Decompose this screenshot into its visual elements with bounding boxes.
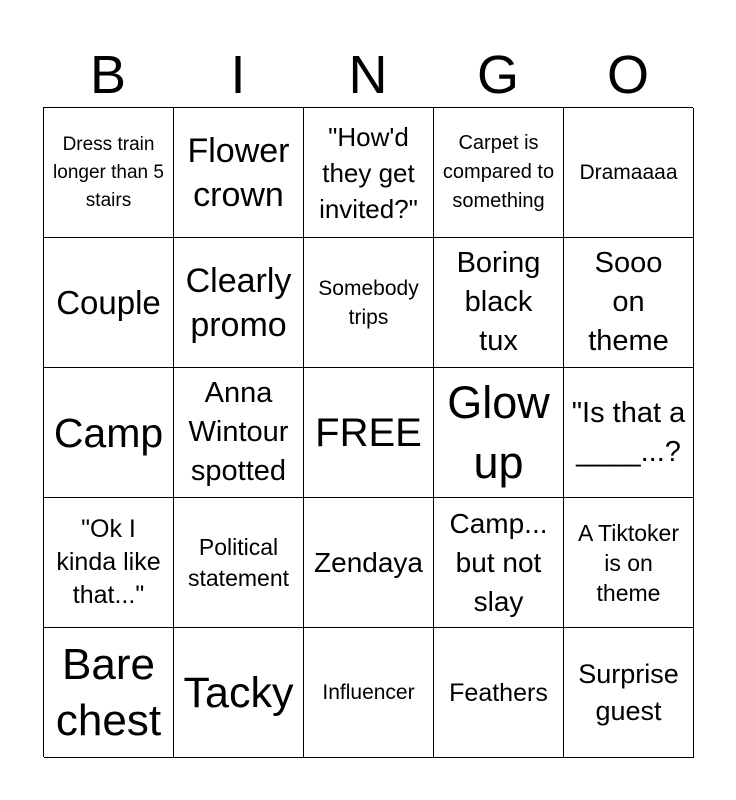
bingo-cell[interactable]: [304, 368, 434, 498]
bingo-cell[interactable]: [44, 498, 174, 628]
cell-text: Political statement: [188, 533, 289, 591]
cell-text: A Tiktoker is on theme: [578, 519, 679, 606]
bingo-cell[interactable]: [564, 108, 694, 238]
cell-text: Zendaya: [314, 546, 423, 578]
bingo-cell[interactable]: [564, 368, 694, 498]
cell-text: Bare chest: [55, 639, 162, 745]
bingo-cell[interactable]: [434, 628, 564, 758]
bingo-header: [43, 44, 693, 106]
bingo-cell[interactable]: [174, 628, 304, 758]
bingo-cell[interactable]: [564, 498, 694, 628]
header-letter-i: I: [230, 45, 246, 105]
cell-text: "Ok I kinda like that...": [56, 515, 161, 609]
bingo-cell[interactable]: [44, 238, 174, 368]
bingo-board: [43, 107, 693, 757]
cell-text: Tacky: [183, 668, 294, 717]
bingo-cell[interactable]: [174, 108, 304, 238]
bingo-cell[interactable]: [304, 108, 434, 238]
bingo-cell[interactable]: [174, 368, 304, 498]
bingo-cell[interactable]: [434, 108, 564, 238]
bingo-cell[interactable]: [434, 238, 564, 368]
bingo-cell[interactable]: [304, 238, 434, 368]
header-letter-g: G: [476, 45, 519, 105]
bingo-cell[interactable]: [564, 238, 694, 368]
bingo-cell[interactable]: [44, 628, 174, 758]
header-letter-n: N: [348, 45, 388, 105]
bingo-cell[interactable]: [434, 498, 564, 628]
cell-text: Flower crown: [187, 131, 290, 214]
cell-text: "How'd they get invited?": [319, 121, 418, 224]
cell-text: Influencer: [322, 680, 415, 704]
bingo-cell[interactable]: [44, 368, 174, 498]
cell-text: Dramaaaa: [579, 160, 678, 184]
cell-text: Carpet is compared to something: [442, 132, 555, 212]
cell-text: Couple: [56, 283, 161, 321]
bingo-cell[interactable]: [174, 498, 304, 628]
header-letter-o: O: [606, 45, 649, 105]
cell-text: Feathers: [449, 678, 548, 707]
cell-text: Anna Wintour spotted: [188, 377, 289, 487]
cell-text: Sooo on theme: [588, 247, 669, 357]
bingo-cell[interactable]: [304, 628, 434, 758]
header-letter-b: B: [89, 45, 127, 105]
cell-text: FREE: [315, 410, 422, 455]
cell-text: Somebody trips: [318, 276, 419, 329]
cell-text: Camp... but not slay: [449, 508, 548, 617]
cell-text: Glow up: [447, 376, 550, 488]
cell-text: Boring black tux: [456, 247, 541, 357]
bingo-cell[interactable]: [434, 368, 564, 498]
cell-text: Camp: [53, 409, 164, 456]
cell-text: Dress train longer than 5 stairs: [53, 133, 164, 211]
cell-text: "Is that a ____...?: [571, 396, 686, 468]
bingo-cell[interactable]: [304, 498, 434, 628]
bingo-cell[interactable]: [174, 238, 304, 368]
bingo-cell[interactable]: [564, 628, 694, 758]
cell-text: Clearly promo: [185, 261, 292, 344]
bingo-cell[interactable]: [44, 108, 174, 238]
cell-text: Surprise guest: [578, 658, 679, 726]
